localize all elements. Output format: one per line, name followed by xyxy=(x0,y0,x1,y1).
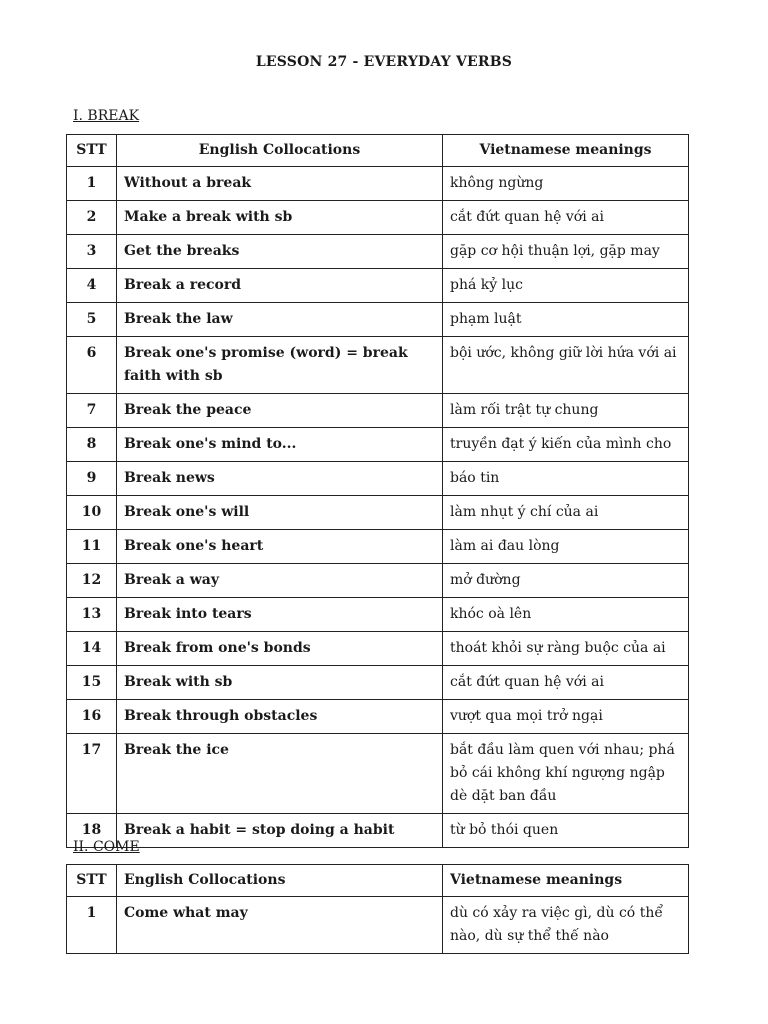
table-row xyxy=(67,564,689,598)
vietnamese-meaning: phạm luật xyxy=(443,303,689,337)
row-number: 9 xyxy=(67,462,117,496)
vietnamese-meaning: bắt đầu làm quen với nhau; phá bỏ cái không khí ngượng ngập dè dặt ban đầu xyxy=(443,734,689,814)
english-collocation: Make a break with sb xyxy=(117,201,443,235)
table-row xyxy=(67,814,689,848)
vietnamese-meaning: từ bỏ thói quen xyxy=(443,814,689,848)
english-collocation: Break one's will xyxy=(117,496,443,530)
vietnamese-meaning: bội ước, không giữ lời hứa với ai xyxy=(443,337,689,394)
english-collocation: Break a habit = stop doing a habit xyxy=(117,814,443,848)
english-collocation: Break the ice xyxy=(117,734,443,814)
row-number: 17 xyxy=(67,734,117,814)
header-stt: STT xyxy=(67,865,117,897)
english-collocation: Break from one's bonds xyxy=(117,632,443,666)
row-number: 1 xyxy=(67,167,117,201)
vietnamese-meaning: làm rối trật tự chung xyxy=(443,394,689,428)
row-number: 12 xyxy=(67,564,117,598)
section-heading-come: II. COME xyxy=(73,839,140,855)
table-row xyxy=(67,337,689,394)
header-stt: STT xyxy=(67,135,117,167)
english-collocation: Break one's heart xyxy=(117,530,443,564)
vietnamese-meaning: mở đường xyxy=(443,564,689,598)
row-number: 6 xyxy=(67,337,117,394)
english-collocation: Break one's mind to... xyxy=(117,428,443,462)
row-number: 16 xyxy=(67,700,117,734)
header-vietnamese: Vietnamese meanings xyxy=(443,135,689,167)
table-row xyxy=(67,303,689,337)
row-number: 8 xyxy=(67,428,117,462)
break-collocations-table xyxy=(66,134,689,848)
vietnamese-meaning: báo tin xyxy=(443,462,689,496)
english-collocation: Break a way xyxy=(117,564,443,598)
vietnamese-meaning: làm ai đau lòng xyxy=(443,530,689,564)
table-row xyxy=(67,734,689,814)
page-title: LESSON 27 - EVERYDAY VERBS xyxy=(255,54,513,70)
table-row xyxy=(67,235,689,269)
table-row xyxy=(67,598,689,632)
vietnamese-meaning: dù có xảy ra việc gì, dù có thể nào, dù sự thể thế nào xyxy=(443,897,689,954)
english-collocation: Break with sb xyxy=(117,666,443,700)
table-header-row xyxy=(67,865,689,897)
row-number: 7 xyxy=(67,394,117,428)
header-english: English Collocations xyxy=(117,135,443,167)
english-collocation: Break one's promise (word) = break faith with sb xyxy=(117,337,443,394)
table-row xyxy=(67,394,689,428)
english-collocation: Without a break xyxy=(117,167,443,201)
row-number: 5 xyxy=(67,303,117,337)
english-collocation: Break through obstacles xyxy=(117,700,443,734)
table-row xyxy=(67,632,689,666)
vietnamese-meaning: cắt đứt quan hệ với ai xyxy=(443,201,689,235)
table-row xyxy=(67,700,689,734)
english-collocation: Get the breaks xyxy=(117,235,443,269)
english-collocation: Break into tears xyxy=(117,598,443,632)
english-collocation: Break a record xyxy=(117,269,443,303)
row-number: 1 xyxy=(67,897,117,954)
vietnamese-meaning: truyền đạt ý kiến của mình cho xyxy=(443,428,689,462)
english-collocation: Break the peace xyxy=(117,394,443,428)
vietnamese-meaning: thoát khỏi sự ràng buộc của ai xyxy=(443,632,689,666)
vietnamese-meaning: làm nhụt ý chí của ai xyxy=(443,496,689,530)
english-collocation: Come what may xyxy=(117,897,443,954)
table-row xyxy=(67,897,689,954)
vietnamese-meaning: khóc oà lên xyxy=(443,598,689,632)
vietnamese-meaning: phá kỷ lục xyxy=(443,269,689,303)
table-row xyxy=(67,201,689,235)
row-number: 4 xyxy=(67,269,117,303)
table-row xyxy=(67,496,689,530)
vietnamese-meaning: cắt đứt quan hệ với ai xyxy=(443,666,689,700)
table-row xyxy=(67,269,689,303)
row-number: 2 xyxy=(67,201,117,235)
table-row xyxy=(67,428,689,462)
table-row xyxy=(67,167,689,201)
header-vietnamese: Vietnamese meanings xyxy=(443,865,689,897)
row-number: 10 xyxy=(67,496,117,530)
row-number: 15 xyxy=(67,666,117,700)
vietnamese-meaning: vượt qua mọi trở ngại xyxy=(443,700,689,734)
header-english: English Collocations xyxy=(117,865,443,897)
english-collocation: Break news xyxy=(117,462,443,496)
table-row xyxy=(67,666,689,700)
row-number: 18 xyxy=(67,814,117,848)
row-number: 3 xyxy=(67,235,117,269)
vietnamese-meaning: không ngừng xyxy=(443,167,689,201)
section-heading-break: I. BREAK xyxy=(73,108,140,124)
table-header-row xyxy=(67,135,689,167)
table-row xyxy=(67,530,689,564)
english-collocation: Break the law xyxy=(117,303,443,337)
row-number: 11 xyxy=(67,530,117,564)
come-collocations-table xyxy=(66,864,689,954)
row-number: 14 xyxy=(67,632,117,666)
row-number: 13 xyxy=(67,598,117,632)
table-row xyxy=(67,462,689,496)
vietnamese-meaning: gặp cơ hội thuận lợi, gặp may xyxy=(443,235,689,269)
